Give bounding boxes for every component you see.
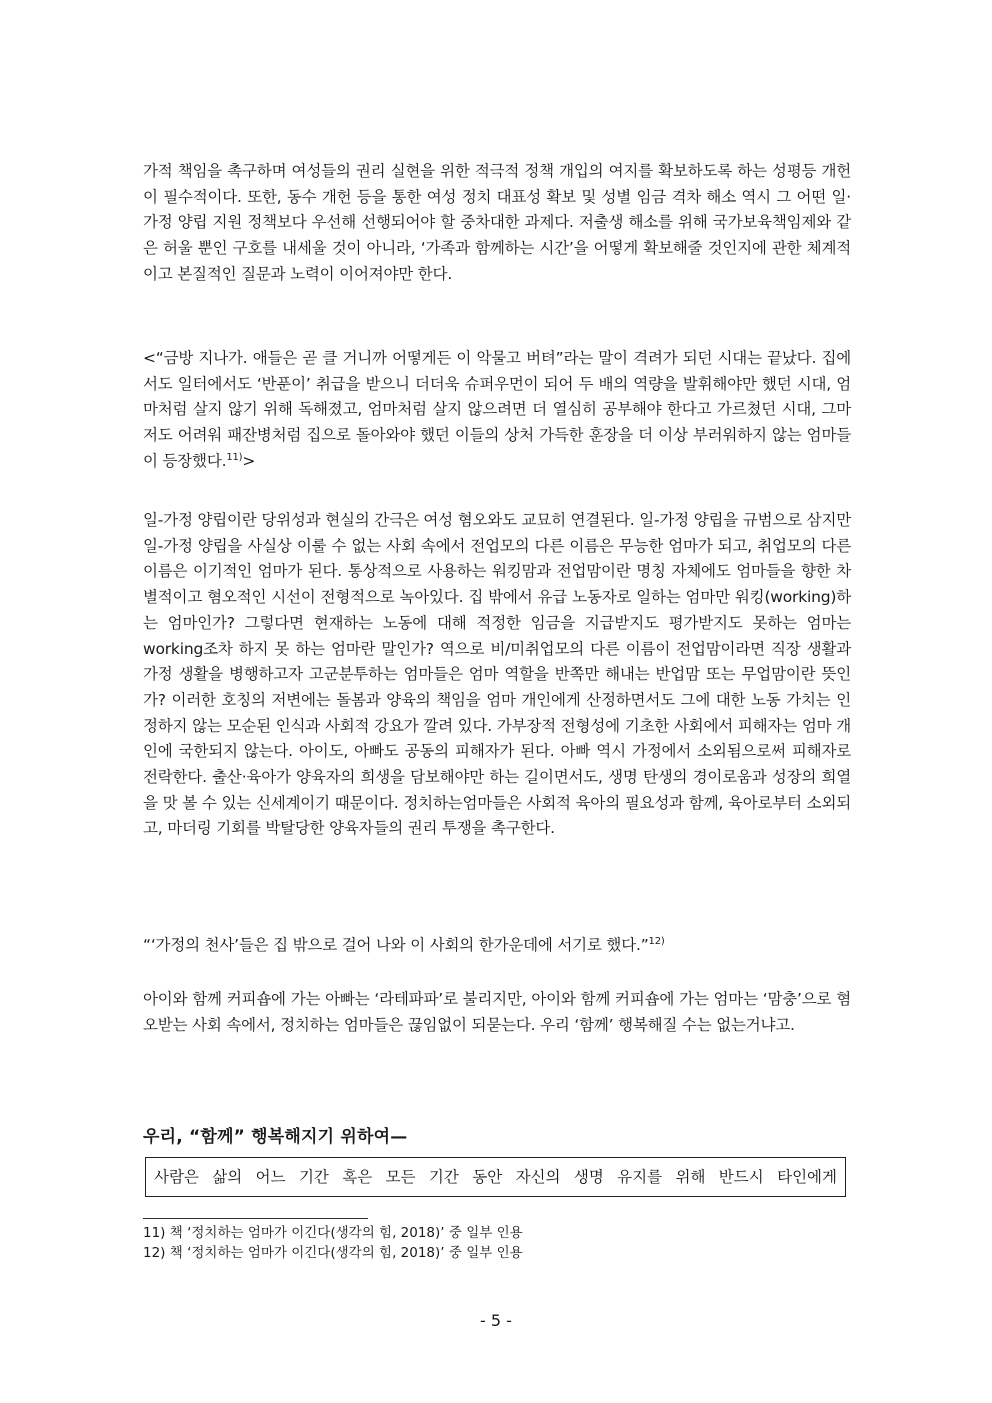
quote-paragraph-mothers <box>143 346 851 475</box>
boxed-text: 사람은 삶의 어느 기간 혹은 모든 기간 동안 자신의 생명 유지를 위해 반드시 타인에게 <box>145 1157 846 1197</box>
quote-angels-of-home <box>143 933 851 959</box>
footnote-item: 12) 책 ‘정치하는 엄마가 이긴다(생각의 힘, 2018)’ 중 일부 인용 <box>143 1245 523 1261</box>
quote-text: <“금방 지나가. 애들은 곧 클 거니까 어떻게든 이 악물고 버텨”라는 말이 격려가 되던 시대는 끝났다. 집에서도 일터에서도 ‘반푼이’ 취급을 받으니 더더욱 슈퍼우먼이 되어 두 배의 역량을 발휘해야만 했던 시대, 엄마처럼 살지 않기 위해 독해졌고, 엄마처럼 살지 않으려면 더 열심히 공부해야 한다고 가르쳤던 시대, 그마저도 어려워 패잔병처럼 집으로 돌아와야 했던 이들의 상처 가득한 훈장을 더 이상 부러워하지 않는 엄마들이 등장했다. <box>143 349 851 470</box>
paragraph-latte-papa: 아이와 함께 커피숍에 가는 아빠는 ‘라테파파’로 불리지만, 아이와 함께 커피숍에 가는 엄마는 ‘맘충’으로 혐오받는 사회 속에서, 정치하는 엄마들은 끊임없이 되묻는다. 우리 ‘함께’ 행복해질 수는 없는거냐고. <box>143 990 851 1034</box>
footnote-divider <box>143 1218 368 1219</box>
quote-close-bracket: > <box>242 451 256 470</box>
footnote-reference[interactable]: 11) <box>226 451 243 463</box>
paragraph-work-family-balance: 일-가정 양립이란 당위성과 현실의 간극은 여성 혐오와도 교묘히 연결된다. 일-가정 양립을 규범으로 삼지만 일-가정 양립을 사실상 이룰 수 없는 사회 속에서 전업모의 다른 이름은 무능한 엄마가 되고, 취업모의 다른 이름은 이기적인 엄마가 된다. 통상적으로 사용하는 워킹맘과 전업맘이란 명칭 자체에도 엄마들을 향한 차별적이고 혐오적인 시선이 전형적으로 녹아있다. 집 밖에서 유급 노동자로 일하는 엄마만 워킹(working)하는 엄마인가? 그렇다면 현재하는 노동에 대해 적정한 임금을 지급받지도 평가받지도 못하는 엄마는 working조차 하지 못 하는 엄마란 말인가? 역으로 비/미취업모의 다른 이름이 전업맘이라면 직장 생활과 가정 생활을 병행하고자 고군분투하는 엄마들은 엄마 역할을 반쪽만 해내는 반업맘 또는 무업맘이란 뜻인가? 이러한 호칭의 저변에는 돌봄과 양육의 책임을 엄마 개인에게 산정하면서도 그에 대한 노동 가치는 인정하지 않는 모순된 인식과 사회적 강요가 깔려 있다. 가부장적 전형성에 기초한 사회에서 피해자는 엄마 개인에 국한되지 않는다. 아이도, 아빠도 공동의 피해자가 된다. 아빠 역시 가정에서 소외됨으로써 피해자로 전락한다. 출산·육아가 양육자의 희생을 담보해야만 하는 길이면서도, 생명 탄생의 경이로움과 성장의 희열을 맛 볼 수 있는 신세계이기 때문이다. 정치하는엄마들은 사회적 육아의 필요성과 함께, 육아로부터 소외되고, 마더링 기회를 박탈당한 양육자들의 권리 투쟁을 촉구한다. <box>143 511 851 838</box>
page-number: - 5 - <box>480 1311 512 1330</box>
footnote-reference[interactable]: 12) <box>648 935 665 947</box>
footnote-item: 11) 책 ‘정치하는 엄마가 이긴다(생각의 힘, 2018)’ 중 일부 인용 <box>143 1225 523 1241</box>
paragraph-policy: 가적 책임을 촉구하며 여성들의 권리 실현을 위한 적극적 정책 개입의 여지를 확보하도록 하는 성평등 개헌이 필수적이다. 또한, 동수 개헌 등을 통한 여성 정치 대표성 확보 및 성별 임금 격차 해소 역시 그 어떤 일·가정 양립 지원 정책보다 우선해 선행되어야 할 중차대한 과제다. 저출생 해소를 위해 국가보육책임제와 같은 허울 뿐인 구호를 내세울 것이 아니라, ‘가족과 함께하는 시간’을 어떻게 확보해줄 것인지에 관한 체계적이고 본질적인 질문과 노력이 이어져야만 한다. <box>143 162 851 283</box>
quote-text: “‘가정의 천사’들은 집 밖으로 걸어 나와 이 사회의 한가운데에 서기로 했다.” <box>143 936 649 954</box>
footnotes <box>143 1223 851 1263</box>
section-heading: 우리, “함께” 행복해지기 위하여— <box>143 1127 408 1147</box>
